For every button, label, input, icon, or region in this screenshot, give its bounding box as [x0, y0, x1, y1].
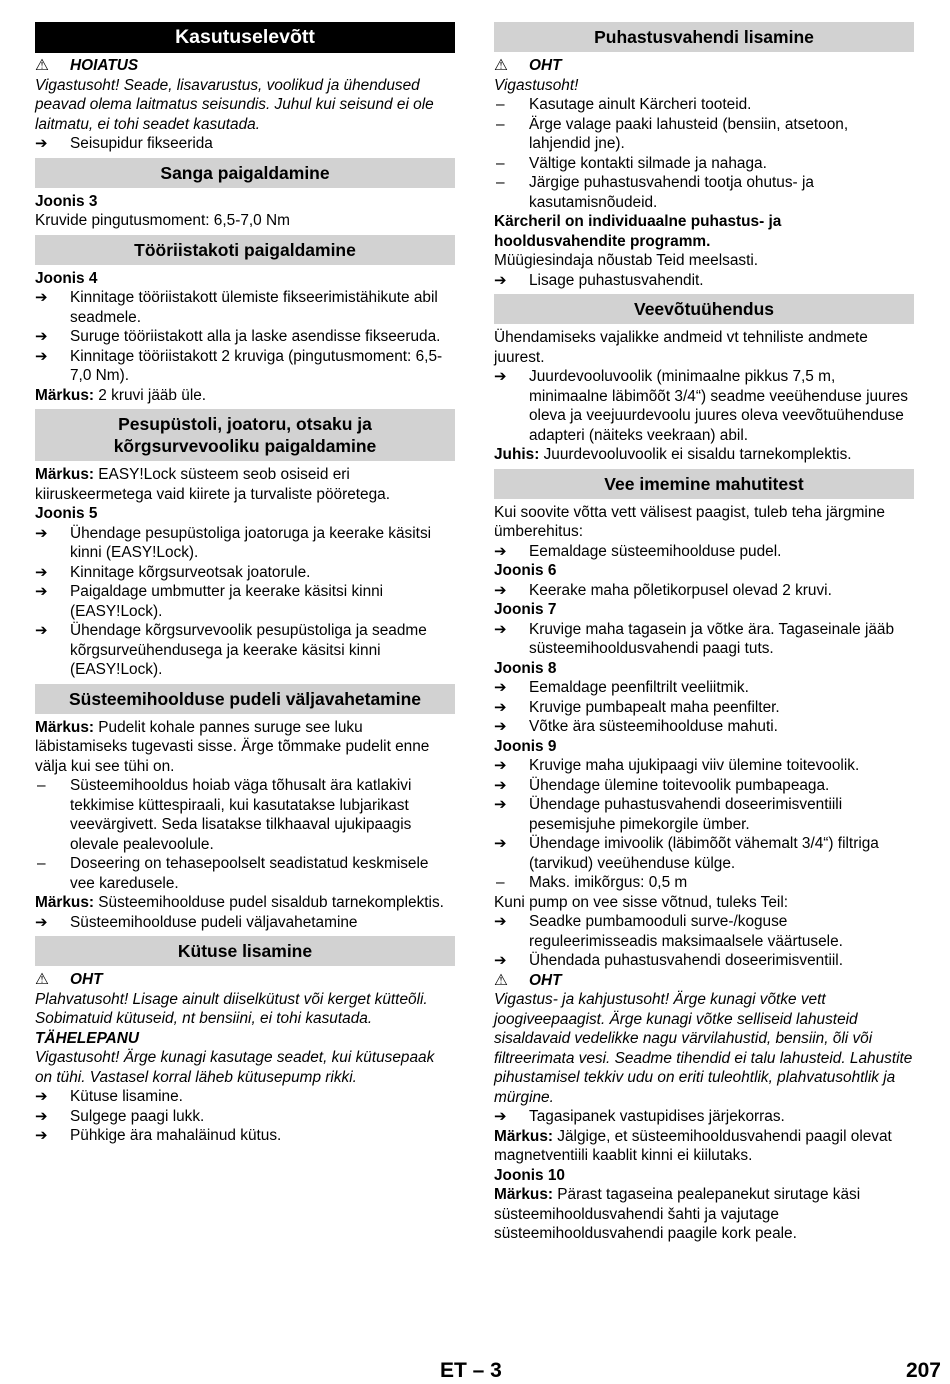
note-text: Pärast tagaseina pealepanekut sirutage käsi süsteemihooldusvahendi šahti ja vajutage süsteemihooldusvahendi paagile kork peale. — [494, 1186, 861, 1242]
note-label: Juhis: — [494, 446, 540, 463]
dash-bullet: – — [496, 874, 505, 891]
step-text: Võtke ära süsteemihoolduse mahuti. — [529, 718, 778, 735]
dealer-text: Müügiesindaja nõustab Teid meelsasti. — [494, 252, 759, 269]
step-item — [494, 951, 914, 971]
dash-text: Ärge valage paaki lahusteid (bensiin, atsetoon, lahjendid jne). — [529, 115, 849, 152]
note-label: Märkus: — [35, 894, 95, 911]
note — [494, 445, 914, 465]
arrow-icon: ➔ — [494, 619, 507, 638]
arrow-icon: ➔ — [35, 562, 48, 581]
arrow-icon: ➔ — [35, 621, 48, 639]
figure-ref: Joonis 10 — [494, 1166, 565, 1184]
arrow-icon: ➔ — [494, 951, 507, 969]
step-item — [494, 912, 914, 951]
step-item — [494, 581, 914, 601]
section-title-kasutuselevott: Kasutuselevõtt — [35, 22, 455, 53]
arrow-icon: ➔ — [494, 541, 507, 560]
step-item — [494, 795, 914, 834]
intro-text: Kui soovite võtta vett välisest paagist, tuleb teha järgmine ümberehitus: — [494, 503, 885, 540]
dash-item — [494, 95, 914, 115]
dash-text: Kasutage ainult Kärcheri tooteid. — [529, 96, 752, 113]
step-text: Ühendage ülemine toitevoolik pumbapeaga. — [529, 776, 830, 794]
arrow-icon: ➔ — [494, 1107, 507, 1125]
arrow-icon: ➔ — [35, 327, 48, 345]
danger-line — [494, 56, 914, 76]
note-text: Juurdevooluvoolik ei sisaldu tarnekomplektis. — [539, 446, 852, 463]
note-label: Märkus: — [35, 718, 95, 736]
step-text: Eemaldage süsteemihoolduse pudel. — [529, 542, 782, 560]
step-text: Eemaldage peenfiltrilt veeliitmik. — [529, 679, 749, 696]
note-label: Märkus: — [35, 386, 95, 404]
step-item — [35, 563, 455, 583]
figure-ref: Joonis 3 — [35, 192, 98, 210]
note — [35, 465, 455, 504]
arrow-icon: ➔ — [494, 756, 507, 774]
section-title-sanga: Sanga paigaldamine — [35, 158, 455, 188]
danger-label: OHT — [529, 971, 562, 989]
torque-text: Kruvide pingutusmoment: 6,5-7,0 Nm — [35, 212, 290, 229]
step-item — [35, 913, 455, 933]
danger-line — [494, 971, 914, 991]
note — [35, 386, 455, 406]
note-text: EASY!Lock süsteem seob osiseid eri kiiruskeermetega vaid kiirete ja turvaliste pööretega. — [35, 466, 391, 503]
arrow-icon: ➔ — [494, 697, 507, 716]
arrow-icon: ➔ — [35, 288, 48, 306]
section-title-pesupustol — [35, 409, 455, 461]
step-item — [35, 134, 455, 154]
dash-text: Doseering on tehasepoolselt seadistatud keskmisele vee karedusele. — [70, 855, 429, 892]
dash-bullet: – — [37, 777, 46, 794]
section-title-veevotuuhendus: Veevõtuühendus — [494, 294, 914, 324]
dash-bullet: – — [37, 855, 46, 872]
step-item — [494, 717, 914, 737]
dash-bullet: – — [496, 154, 505, 172]
arrow-icon: ➔ — [35, 912, 48, 931]
step-item — [494, 271, 914, 291]
step-text: Kinnitage tööriistakott 2 kruviga (pingutusmoment: 6,5-7,0 Nm). — [70, 347, 443, 384]
note-label: Märkus: — [494, 1127, 554, 1145]
section-title-susteemihooldus: Süsteemihoolduse pudeli väljavahetamine — [35, 684, 455, 714]
arrow-icon: ➔ — [494, 270, 507, 289]
dash-item — [494, 173, 914, 212]
arrow-icon: ➔ — [35, 582, 48, 600]
arrow-icon: ➔ — [35, 1126, 48, 1144]
step-item — [494, 698, 914, 718]
step-item — [494, 1107, 914, 1127]
note-label: Märkus: — [494, 1186, 554, 1203]
note — [494, 1185, 914, 1244]
step-text: Kruvige pumbapealt maha peenfilter. — [529, 698, 780, 716]
step-text: Lisage puhastusvahendit. — [529, 271, 704, 289]
note-text: Süsteemihoolduse pudel sisaldub tarnekomplektis. — [94, 894, 444, 911]
dash-bullet: – — [496, 96, 505, 113]
step-text: Ühendada puhastusvahendi doseerimisventiil. — [529, 952, 843, 969]
figure-ref: Joonis 9 — [494, 737, 557, 755]
dash-text: Maks. imikõrgus: 0,5 m — [529, 874, 688, 891]
step-item — [494, 776, 914, 796]
step-text: Ühendage imivoolik (läbimõõt vähemalt 3/4“) filtriga (tarvikud) veeühenduse külge. — [529, 835, 879, 872]
danger-label: OHT — [529, 57, 562, 74]
section-title-puhastusvahend: Puhastusvahendi lisamine — [494, 22, 914, 52]
arrow-icon: ➔ — [494, 367, 507, 385]
step-item — [35, 582, 455, 621]
step-text: Paigaldage umbmutter ja keerake käsitsi kinni (EASY!Lock). — [70, 583, 384, 620]
caution-text: Vigastusoht! Ärge kunagi kasutage seadet, kui kütusepaak on tühi. Vastasel korral läheb kütusepump rikki. — [35, 1049, 435, 1086]
until-text: Kuni pump on vee sisse võtnud, tuleks Teil: — [494, 893, 789, 911]
arrow-icon: ➔ — [494, 580, 507, 599]
arrow-icon: ➔ — [35, 346, 48, 365]
danger-text: Vigastusoht! — [494, 76, 579, 94]
arrow-icon: ➔ — [35, 134, 48, 152]
step-item — [35, 1126, 455, 1146]
warning-triangle-icon: ⚠ — [35, 971, 49, 988]
arrow-icon: ➔ — [35, 1087, 48, 1105]
dash-text: Vältige kontakti silmade ja nahaga. — [529, 154, 767, 172]
section-title-kutus: Kütuse lisamine — [35, 936, 455, 966]
danger-text: Plahvatusoht! Lisage ainult diiselkütust või kerget kütteõli. Sobimatuid kütuseid, nt bensiini, ei tohi kasutada. — [35, 990, 428, 1027]
step-item — [494, 834, 914, 873]
connection-text: Ühendamiseks vajalikke andmeid vt tehniliste andmete juurest. — [494, 329, 868, 366]
danger-label: OHT — [70, 971, 103, 988]
program-text: Kärcheril on individuaalne puhastus- ja hooldusvahendite programm. — [494, 213, 782, 250]
note — [35, 893, 455, 913]
step-text: Ühendage puhastusvahendi doseerimisventiili pesemisjuhe pimekorgile ümber. — [529, 796, 843, 833]
step-text: Sulgege paagi lukk. — [70, 1107, 205, 1125]
dash-item — [494, 115, 914, 154]
step-text: Kruvige maha ujukipaagi viiv ülemine toitevoolik. — [529, 757, 860, 774]
step-text: Kruvige maha tagasein ja võtke ära. Tagaseinale jääb süsteemihooldusvahendi paagi tuts. — [529, 620, 895, 657]
step-item — [35, 621, 455, 680]
arrow-icon: ➔ — [35, 523, 48, 542]
warning-text: Vigastusoht! Seade, lisavarustus, voolikud ja ühendused peavad olema laitmatus seisundis. Juhul kui seisund ei ole laitmatu, ei tohi seadet kasutada. — [35, 76, 434, 133]
caution-label: TÄHELEPANU — [35, 1029, 140, 1047]
step-text: Keerake maha põletikorpusel olevad 2 kruvi. — [529, 581, 832, 599]
step-text: Süsteemihoolduse pudeli väljavahetamine — [70, 913, 358, 931]
step-item — [35, 288, 455, 327]
section-title-line: kõrgsurvevooliku paigaldamine — [113, 436, 377, 456]
step-item — [494, 678, 914, 698]
arrow-icon: ➔ — [494, 795, 507, 813]
danger-text: Vigastus- ja kahjustusoht! Ärge kunagi võtke vett joogiveepaagist. Ärge kunagi võtke selliseid lahusteid sisaldavaid vedelikke nagu värvilahustid, bensiin, õli või filtreerimata vesi. Seadme tihendid ei talu lahusteid. Lahustite pihustamisel tekkiv udu on eriti tuleohtlik, plahvatusohtlik ja mürgine. — [494, 991, 913, 1106]
dash-item — [494, 873, 914, 893]
note-text: Jälgige, et süsteemihooldusvahendi paagil olevat magnetventiili kaablit kinni ei kiilutaks. — [494, 1127, 892, 1164]
dash-item — [35, 776, 455, 854]
figure-ref: Joonis 8 — [494, 659, 557, 677]
figure-ref: Joonis 4 — [35, 269, 98, 287]
left-column — [35, 22, 455, 1146]
step-item — [494, 756, 914, 776]
warning-label: HOIATUS — [70, 57, 139, 74]
step-item — [494, 367, 914, 445]
step-text: Ühendage kõrgsurvevoolik pesupüstoliga ja seadme kõrgsurveühendusega ja keerake käsitsi kinni (EASY!Lock). — [70, 622, 427, 678]
figure-ref: Joonis 6 — [494, 562, 557, 579]
step-text: Juurdevooluvoolik (minimaalne pikkus 7,5 m, minimaalne läbimõõt 3/4“) seadme veeühenduse juures oleva ja veejuurdevoolu juures oleva veevõtuühenduse adapteri (näiteks veekraan) abil. — [529, 368, 908, 444]
footer-page-label: ET – 3 — [440, 1359, 502, 1382]
note-text: Pudelit kohale pannes suruge see luku läbistamiseks tugevasti sisse. Ärge tõmmake pudelit enne välja kui see tühi on. — [35, 718, 430, 775]
dash-item — [494, 154, 914, 174]
step-item — [35, 1087, 455, 1107]
dash-bullet: – — [496, 115, 505, 133]
note — [494, 1127, 914, 1166]
warning-triangle-icon: ⚠ — [35, 57, 49, 74]
step-item — [35, 327, 455, 347]
step-item — [494, 542, 914, 562]
step-item — [35, 347, 455, 386]
step-text: Pühkige ära mahaläinud kütus. — [70, 1127, 282, 1144]
section-title-tooriistakott: Tööriistakoti paigaldamine — [35, 235, 455, 265]
warning-line — [35, 56, 455, 76]
figure-ref: Joonis 7 — [494, 601, 557, 618]
arrow-icon: ➔ — [494, 912, 507, 930]
section-title-vee-imemine: Vee imemine mahutitest — [494, 469, 914, 499]
step-text: Suruge tööriistakott alla ja laske asendisse fikseeruda. — [70, 328, 441, 345]
step-text: Kütuse lisamine. — [70, 1088, 183, 1105]
step-item — [494, 620, 914, 659]
dash-text: Süsteemihooldus hoiab väga tõhusalt ära katlakivi tekkimise küttespiraali, kui kasutatakse lubjarikast veevärgivett. Seda lisatakse tilkhaaval ujukipaagis olevale pealevoolule. — [70, 777, 412, 853]
step-text: Seadke pumbamooduli surve-/koguse reguleerimisseadis maksimaalsele väärtusele. — [529, 913, 843, 950]
note — [35, 718, 455, 777]
warning-triangle-icon: ⚠ — [494, 971, 508, 989]
footer-page-number: 207 — [905, 1359, 941, 1382]
dash-bullet: – — [496, 174, 505, 191]
step-text: Ühendage pesupüstoliga joatoruga ja keerake käsitsi kinni (EASY!Lock). — [70, 524, 432, 561]
section-title-line: Pesupüstoli, joatoru, otsaku ja — [118, 414, 372, 434]
note-label: Märkus: — [35, 466, 95, 483]
arrow-icon: ➔ — [35, 1106, 48, 1125]
step-text: Kinnitage kõrgsurveotsak joatorule. — [70, 563, 311, 581]
step-text: Tagasipanek vastupidises järjekorras. — [529, 1108, 785, 1125]
arrow-icon: ➔ — [494, 834, 507, 852]
step-text: Seisupidur fikseerida — [70, 135, 213, 152]
figure-ref: Joonis 5 — [35, 505, 98, 522]
step-item — [35, 524, 455, 563]
right-column — [494, 22, 914, 1244]
dash-item — [35, 854, 455, 893]
arrow-icon: ➔ — [494, 678, 507, 696]
arrow-icon: ➔ — [494, 775, 507, 794]
danger-line — [35, 970, 455, 990]
arrow-icon: ➔ — [494, 717, 507, 735]
step-text: Kinnitage tööriistakott ülemiste fikseerimistähikute abil seadmele. — [70, 289, 438, 326]
warning-triangle-icon: ⚠ — [494, 57, 508, 74]
note-text: 2 kruvi jääb üle. — [94, 386, 207, 404]
step-item — [35, 1107, 455, 1127]
dash-text: Järgige puhastusvahendi tootja ohutus- ja kasutamisnõudeid. — [529, 174, 814, 211]
